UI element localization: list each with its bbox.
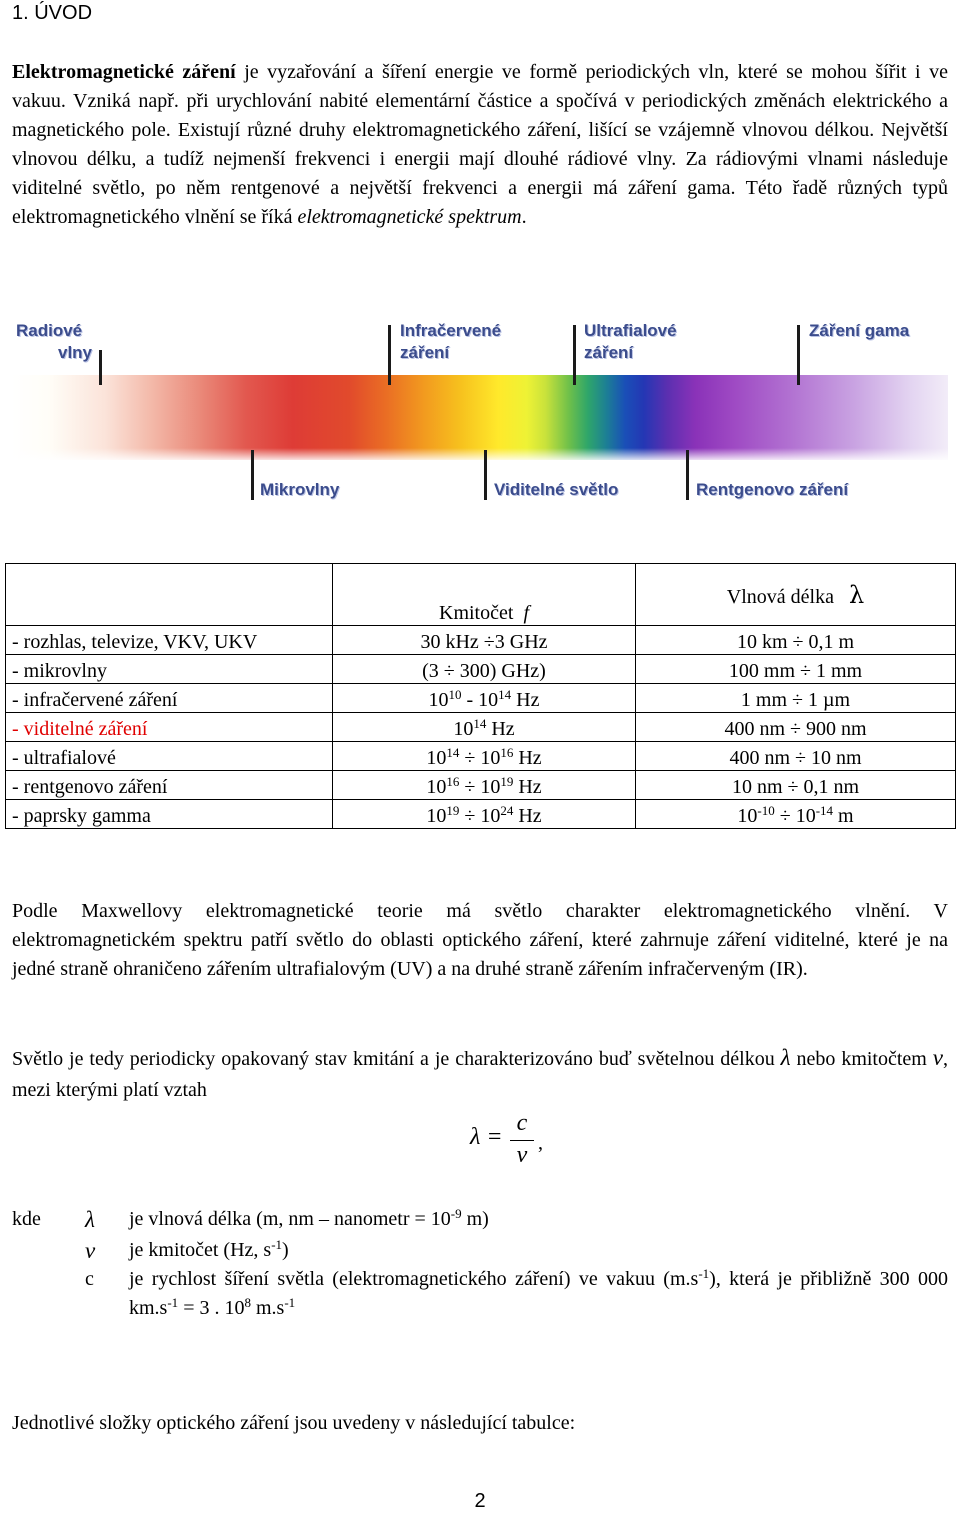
value-exponent: 19	[446, 803, 460, 818]
definition-text: m)	[461, 1208, 489, 1230]
intro-end: .	[521, 206, 527, 228]
label-gamma	[809, 320, 909, 342]
row-wavelength: 1 mm ÷ 1 µm	[636, 684, 956, 713]
label-microwave: Mikrovlny	[260, 480, 340, 499]
definition-exponent: -1	[271, 1237, 283, 1252]
definition-c	[12, 1265, 948, 1323]
header-symbol: f	[523, 602, 529, 624]
value-part: ÷ 10	[459, 747, 501, 769]
row-name: - ultrafialové	[6, 742, 333, 771]
wavelength-formula	[470, 1110, 570, 1174]
label-line: Radiové	[16, 321, 83, 340]
definitions-list	[12, 1205, 948, 1323]
text-part: , mezi kterými platí vztah	[12, 1048, 948, 1101]
formula-comma: ,	[538, 1132, 543, 1154]
table-header-frequency	[333, 564, 636, 626]
label-xray: Rentgenovo záření	[696, 480, 849, 499]
value-unit: Hz	[513, 776, 542, 798]
definition-text: je rychlost šíření světla (elektromagnetického záření) ve vakuu (m.s	[129, 1268, 699, 1290]
row-name: - viditelné záření	[6, 713, 333, 742]
definition-exponent: -1	[284, 1295, 296, 1310]
row-frequency	[333, 800, 636, 829]
table-row	[6, 742, 956, 771]
value-exponent: 14	[473, 716, 487, 731]
row-frequency: (3 ÷ 300) GHz)	[333, 655, 636, 684]
row-wavelength	[636, 800, 956, 829]
row-frequency	[333, 771, 636, 800]
value-exponent: 16	[500, 745, 514, 760]
label-radio-waves	[16, 320, 92, 364]
row-wavelength: 10 km ÷ 0,1 m	[636, 626, 956, 655]
table-header-row	[6, 564, 956, 626]
table-row	[6, 655, 956, 684]
formula-lhs-text: λ =	[470, 1124, 503, 1150]
definition-exponent: -1	[167, 1295, 179, 1310]
row-name: - rozhlas, televize, VKV, UKV	[6, 626, 333, 655]
value-part: 10	[426, 805, 447, 827]
lambda-symbol: λ	[780, 1045, 791, 1070]
value-exponent: 14	[446, 745, 460, 760]
definition-text: je vlnová délka (m, nm – nanometr = 10	[129, 1208, 451, 1230]
table-row	[6, 626, 956, 655]
value-unit: Hz	[513, 747, 542, 769]
table-row	[6, 771, 956, 800]
header-label: Kmitočet	[439, 602, 514, 624]
value-exponent: 14	[498, 687, 512, 702]
label-line: Záření gama	[809, 321, 910, 340]
value-part: 10	[737, 805, 758, 827]
intro-term: Elektromagnetické záření	[12, 61, 236, 83]
table-row	[6, 684, 956, 713]
value-part: 10	[428, 689, 449, 711]
table-header-empty	[6, 564, 333, 626]
definition-text: ), která je přibližně 300 000 km.s	[129, 1268, 949, 1319]
value-part: 10	[453, 718, 474, 740]
table-row	[6, 713, 956, 742]
row-wavelength: 400 nm ÷ 10 nm	[636, 742, 956, 771]
row-frequency	[333, 742, 636, 771]
value-exponent: 19	[500, 774, 514, 789]
value-exponent: -14	[815, 803, 834, 818]
section-heading: 1. ÚVOD	[12, 2, 93, 24]
value-exponent: -10	[757, 803, 775, 818]
label-line: vlny	[58, 343, 93, 362]
definition-text: m.s	[250, 1297, 285, 1319]
row-frequency	[333, 684, 636, 713]
label-line: Infračervené	[400, 321, 502, 340]
row-wavelength: 10 nm ÷ 0,1 nm	[636, 771, 956, 800]
label-line: záření	[584, 343, 634, 362]
formula-lhs	[470, 1124, 503, 1151]
definition-text: = 3 . 10	[178, 1297, 245, 1319]
text-part: Světlo je tedy periodicky opakovaný stav kmitání a je charakterizováno buď světelnou délkou	[12, 1048, 781, 1070]
definition-nu	[12, 1236, 948, 1265]
value-exponent: 16	[446, 774, 460, 789]
intro-paragraph	[12, 58, 948, 232]
value-part: - 10	[461, 689, 499, 711]
definition-text: )	[282, 1239, 289, 1261]
tick-infrared	[388, 325, 391, 385]
definition-symbol: c	[85, 1268, 94, 1290]
value-unit: Hz	[513, 805, 542, 827]
value-part: 10	[426, 776, 447, 798]
text-part: nebo kmitočtem	[790, 1048, 933, 1070]
definition-exponent: 8	[244, 1295, 251, 1310]
nu-symbol: ν	[932, 1045, 943, 1070]
definition-symbol: ν	[85, 1238, 96, 1263]
tick-ultraviolet	[573, 325, 576, 385]
header-label: Vlnová délka	[726, 585, 834, 608]
definition-exponent: -9	[450, 1206, 462, 1221]
formula-denominator: ν	[516, 1142, 528, 1168]
intro-text: je vyzařování a šíření energie ve formě periodických vln, které se mohou šířit i ve vakuu. Vzniká např. při urychlování nabité elementární částice a spočívá v periodických změnách elektrického a magnetického pole. Existují různé druhy elektromagnetického záření, lišící se vzájemně vlnovou délkou. Největší vlnovou délku, a tudíž nejmenší frekvenci i energii mají dlouhé rádiové vlny. Za rádiovými vlnami následuje viditelné světlo, po něm rentgenové a největší frekvenci a energii má záření gama. Této řadě různých typů elektromagnetického vlnění se říká	[12, 61, 949, 228]
table-row	[6, 800, 956, 829]
row-name: - rentgenovo záření	[6, 771, 333, 800]
row-name: - mikrovlny	[6, 655, 333, 684]
tick-gamma	[797, 325, 800, 385]
row-frequency	[333, 713, 636, 742]
tick-microwave	[251, 450, 254, 500]
definition-key: kde	[12, 1208, 41, 1230]
value-part: ÷ 10	[774, 805, 816, 827]
label-line: Ultrafialové	[584, 321, 677, 340]
value-part: ÷ 10	[459, 776, 501, 798]
definition-text: je kmitočet (Hz, s	[129, 1239, 272, 1261]
value-part: ÷ 10	[459, 805, 501, 827]
spectrum-diagram	[12, 315, 948, 500]
spectrum-gradient-band	[12, 375, 948, 460]
row-wavelength: 400 nm ÷ 900 nm	[636, 713, 956, 742]
definition-lambda	[12, 1205, 948, 1234]
label-visible: Viditelné světlo	[494, 480, 619, 499]
formula-numerator: c	[516, 1110, 528, 1136]
table-header-wavelength	[636, 564, 956, 626]
table-intro-paragraph: Jednotlivé složky optického záření jsou uvedeny v následující tabulce:	[12, 1412, 576, 1434]
header-symbol: λ	[848, 580, 865, 609]
tick-visible	[484, 450, 487, 500]
label-line: záření	[400, 343, 450, 362]
label-ultraviolet	[584, 320, 677, 364]
definition-exponent: -1	[698, 1266, 710, 1281]
spectrum-table	[5, 563, 956, 829]
row-wavelength: 100 mm ÷ 1 mm	[636, 655, 956, 684]
row-frequency: 30 kHz ÷3 GHz	[333, 626, 636, 655]
value-unit: Hz	[511, 689, 540, 711]
value-unit: Hz	[486, 718, 515, 740]
intro-term-end: elektromagnetické spektrum	[297, 206, 522, 228]
fraction-bar	[510, 1140, 534, 1141]
tick-xray	[686, 450, 689, 500]
value-exponent: 10	[448, 687, 462, 702]
tick-radio	[99, 350, 102, 385]
value-unit: m	[833, 805, 854, 827]
value-part: 10	[426, 747, 447, 769]
label-infrared	[400, 320, 501, 364]
maxwell-paragraph: Podle Maxwellovy elektromagnetické teorie má světlo charakter elektromagnetického vlnění. V elektromagnetickém spektru patří světlo do oblasti optického záření, které zahrnuje záření viditelné, které je na jedné straně ohraničeno zářením ultrafialovým (UV) a na druhé straně zářením infračerveným (IR).	[12, 900, 948, 980]
light-paragraph	[12, 1042, 948, 1106]
row-name: - paprsky gamma	[6, 800, 333, 829]
value-exponent: 24	[500, 803, 514, 818]
page-number: 2	[474, 1490, 486, 1512]
row-name: - infračervené záření	[6, 684, 333, 713]
definition-symbol: λ	[85, 1207, 95, 1232]
